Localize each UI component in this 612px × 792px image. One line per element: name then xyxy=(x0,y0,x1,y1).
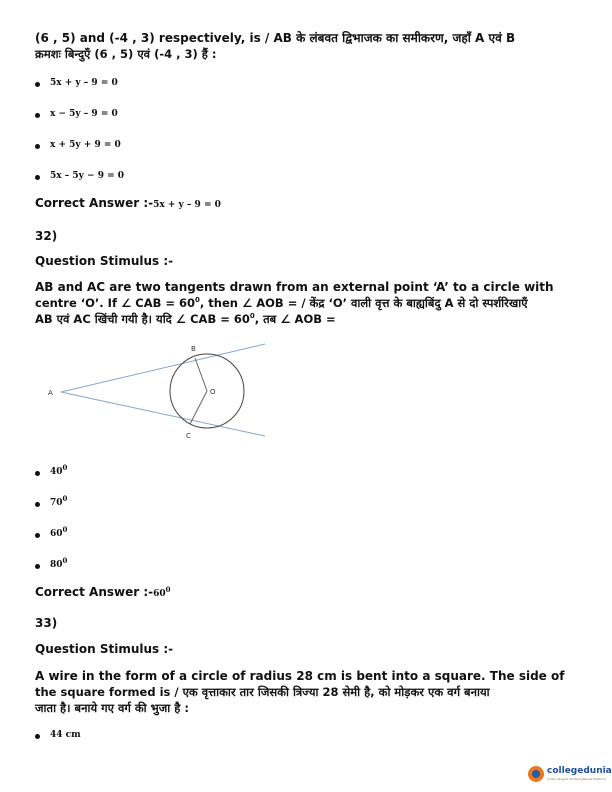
radius-oc xyxy=(190,391,207,424)
q31-option-4[interactable]: 5x – 5y − 9 = 0 xyxy=(50,171,125,181)
q31-option-1[interactable]: 5x + y – 9 = 0 xyxy=(50,78,118,88)
q33-option-1[interactable]: 44 cm xyxy=(50,730,81,740)
q31-stem-line2: क्रमशः बिन्दुएँ (6 , 5) एवं (-4 , 3) हैं : xyxy=(35,47,217,61)
correct-answer-value: 5x + y – 9 = 0 xyxy=(153,200,221,210)
q33-stem-line1: A wire in the form of a circle of radius 28 cm is bent into a square. The side of xyxy=(35,669,565,683)
label-o: O xyxy=(210,388,216,396)
q31-option-2[interactable]: x − 5y – 9 = 0 xyxy=(50,109,118,119)
q31-stem xyxy=(35,30,580,62)
q33-stem-line2: the square formed is / एक वृत्ताकार तार जिसकी त्रिज्या 28 सेमी है, को मोड़कर एक वर्ग बनाया xyxy=(35,685,490,699)
q32-correct-answer xyxy=(35,585,171,599)
q32-number: 32) xyxy=(35,229,58,243)
bullet xyxy=(35,113,40,118)
q31-option-3[interactable]: x + 5y + 9 = 0 xyxy=(50,140,121,150)
radius-ob xyxy=(195,358,207,391)
q32-stem-line3: AB एवं AC खिंची गयी है। यदि ∠ CAB = $60^0$, तब ∠ AOB = xyxy=(35,312,336,326)
logo-text: collegedunia xyxy=(547,766,612,776)
bullet xyxy=(35,175,40,180)
q32-option-3[interactable]: $60^0$ xyxy=(50,525,68,539)
label-b: B xyxy=(191,345,196,353)
q32-option-1[interactable]: $40^0$ xyxy=(50,463,68,477)
correct-answer-label: Correct Answer :- xyxy=(35,196,154,210)
q32-stem-line2: centre ‘O’. If ∠ CAB = $60^0$, then ∠ AOB = / केंद्र ‘O’ वाली वृत्त के बाह्यबिंदु A से दो स्पर्शरिखाएँ xyxy=(35,296,528,310)
q31-stem-line1: (6 , 5) and (-4 , 3) respectively, is / AB के लंबवत द्विभाजक का समीकरण, जहाँ A एवं B xyxy=(35,31,516,45)
bullet xyxy=(35,502,40,507)
q33-stem xyxy=(35,668,580,716)
q33-number: 33) xyxy=(35,616,58,630)
q31-correct-answer xyxy=(35,196,221,210)
q32-stem xyxy=(35,279,580,327)
tangent-circle-figure xyxy=(40,340,275,450)
q32-stimulus-label: Question Stimulus :- xyxy=(35,254,174,268)
q32-option-4[interactable]: $80^0$ xyxy=(50,556,68,570)
bullet xyxy=(35,471,40,476)
label-c: C xyxy=(186,432,191,440)
logo-icon xyxy=(528,766,544,782)
correct-answer-label: Correct Answer :- xyxy=(35,585,154,599)
bullet xyxy=(35,82,40,87)
q32-stem-line1: AB and AC are two tangents drawn from an external point ‘A’ to a circle with xyxy=(35,280,554,294)
q33-stem-line3: जाता है। बनाये गए वर्ग की भुजा है : xyxy=(35,701,189,715)
label-a: A xyxy=(48,389,53,397)
q32-option-2[interactable]: $70^0$ xyxy=(50,494,68,508)
bullet xyxy=(35,144,40,149)
bullet xyxy=(35,564,40,569)
tangent-line-ab xyxy=(61,344,265,392)
logo-tagline: India's largest Student Review Platform xyxy=(547,777,607,781)
correct-answer-value: $60^0$ xyxy=(153,585,171,599)
bullet xyxy=(35,533,40,538)
collegedunia-logo xyxy=(528,762,612,786)
q33-stimulus-label: Question Stimulus :- xyxy=(35,642,174,656)
tangent-line-ac xyxy=(61,392,265,436)
bullet xyxy=(35,734,40,739)
